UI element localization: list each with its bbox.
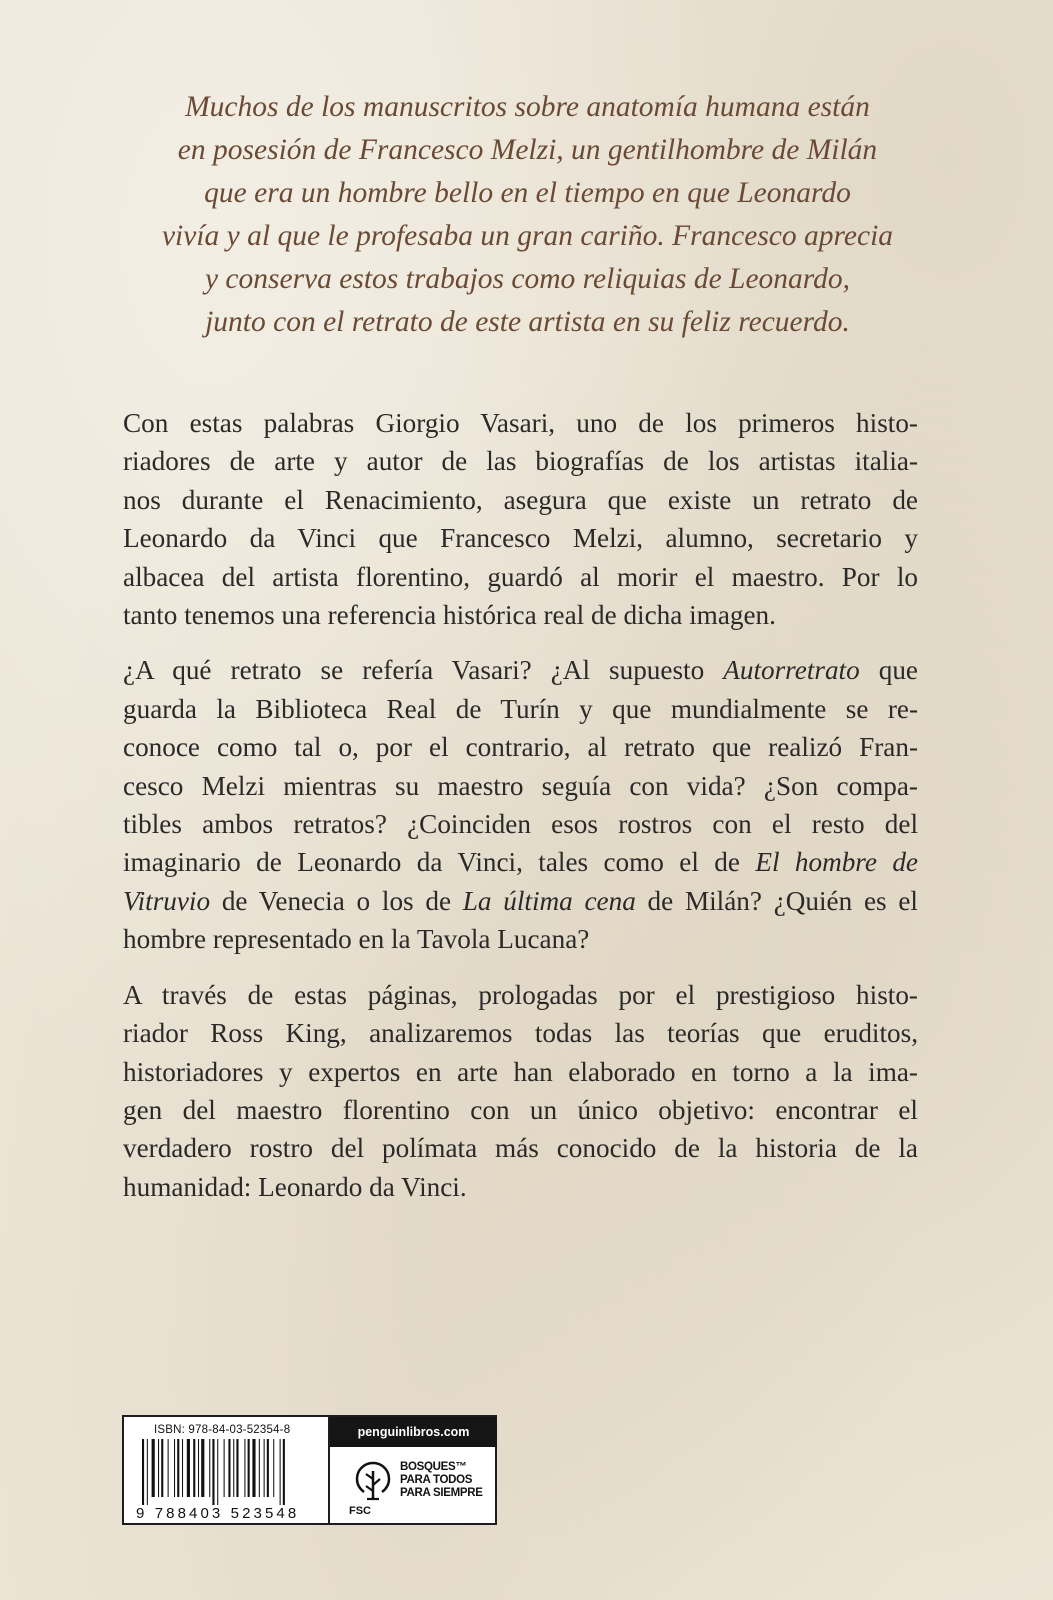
text-run: guarda la Biblioteca Real de Turín y que mundialmente se re- bbox=[123, 693, 918, 724]
barcode-bar bbox=[209, 1439, 210, 1497]
barcode-bar bbox=[158, 1439, 159, 1497]
barcode-bar bbox=[198, 1439, 199, 1497]
blurb-line bbox=[123, 404, 918, 442]
barcode-bar bbox=[248, 1439, 250, 1497]
blurb-paragraph bbox=[123, 976, 918, 1206]
epigraph-quote bbox=[140, 86, 915, 344]
barcode-bar bbox=[259, 1439, 260, 1497]
text-run: verdadero rostro del polímata más conocido de la historia de la bbox=[123, 1133, 918, 1164]
barcode-bar bbox=[193, 1439, 195, 1497]
text-run: albacea del artista florentino, guardó al morir el maestro. Por lo bbox=[123, 561, 918, 592]
barcode-panel bbox=[124, 1417, 328, 1523]
blurb-line bbox=[123, 519, 918, 557]
text-run: que bbox=[859, 655, 919, 686]
italic-title: El hombre de bbox=[755, 847, 918, 878]
text-run: Con estas palabras Giorgio Vasari, uno de los primeros histo- bbox=[123, 408, 918, 438]
barcode-bar bbox=[182, 1439, 183, 1497]
epigraph-line: que era un hombre bello en el tiempo en que Leonardo bbox=[204, 177, 851, 209]
blurb-line bbox=[123, 596, 918, 634]
fsc-slogan-line: BOSQUES™ bbox=[400, 1461, 467, 1473]
text-run: gen del maestro florentino con un único objetivo: encontrar el bbox=[123, 1094, 918, 1125]
blurb-line bbox=[123, 767, 918, 805]
barcode-bar bbox=[187, 1439, 190, 1497]
blurb-body bbox=[123, 404, 918, 1223]
blurb-line bbox=[123, 1168, 918, 1206]
blurb-line bbox=[123, 920, 918, 958]
blurb-line bbox=[123, 1053, 918, 1091]
barcode-bar bbox=[168, 1439, 169, 1497]
text-run: nos durante el Renacimiento, asegura que existe un retrato de bbox=[123, 484, 918, 515]
blurb-line bbox=[123, 728, 918, 766]
text-run: imaginario de Leonardo da Vinci, tales como el de bbox=[123, 847, 756, 878]
blurb-line bbox=[123, 1014, 918, 1052]
barcode-bar bbox=[252, 1439, 255, 1497]
italic-title: Autorretrato bbox=[723, 655, 860, 686]
epigraph-line: vivía y al que le profesaba un gran cariño. Francesco aprecia bbox=[161, 220, 894, 252]
text-run: tibles ambos retratos? ¿Coinciden esos rostros con el resto del bbox=[123, 809, 918, 840]
epigraph-line: junto con el retrato de este artista en su feliz recuerdo. bbox=[205, 306, 850, 338]
barcode-bar bbox=[217, 1439, 218, 1505]
text-run: conoce como tal o, por el contrario, al retrato que realizó Fran- bbox=[123, 732, 918, 763]
epigraph-line: en posesión de Francesco Melzi, un gentilhombre de Milán bbox=[177, 134, 878, 166]
blurb-line bbox=[123, 805, 918, 843]
fsc-label: FSC bbox=[349, 1505, 371, 1517]
epigraph-line: y conserva estos trabajos como reliquias de Leonardo, bbox=[204, 263, 851, 295]
blurb-line bbox=[123, 690, 918, 728]
barcode-bar bbox=[174, 1439, 175, 1497]
barcode-bar bbox=[161, 1439, 163, 1497]
text-run: Leonardo da Vinci que Francesco Melzi, alumno, secretario y bbox=[123, 523, 918, 554]
barcode-bar bbox=[283, 1439, 285, 1505]
barcode-bar bbox=[264, 1439, 265, 1497]
barcode-box bbox=[122, 1415, 497, 1525]
blurb-paragraph bbox=[123, 651, 918, 958]
isbn-label: ISBN: 978-84-03-52354-8 bbox=[154, 1424, 291, 1436]
barcode-bar bbox=[267, 1439, 269, 1497]
blurb-paragraph bbox=[123, 404, 918, 634]
text-run: cesco Melzi mientras su maestro seguía con vida? ¿Son compa- bbox=[123, 770, 918, 801]
barcode-bar bbox=[244, 1439, 245, 1497]
blurb-line bbox=[123, 481, 918, 519]
fsc-slogan bbox=[400, 1461, 495, 1500]
barcode-bar bbox=[236, 1439, 238, 1497]
fsc-slogan-line: PARA SIEMPRE bbox=[400, 1487, 483, 1499]
text-run: ¿A qué retrato se refería Vasari? ¿Al supuesto bbox=[123, 655, 724, 686]
text-run: de Milán? ¿Quién es el bbox=[635, 885, 918, 916]
barcode-bar bbox=[273, 1439, 274, 1497]
publisher-url: penguinlibros.com bbox=[330, 1417, 497, 1447]
barcode-bar bbox=[280, 1439, 281, 1505]
blurb-line bbox=[123, 843, 918, 881]
blurb-line bbox=[123, 882, 918, 920]
blurb-line bbox=[123, 1091, 918, 1129]
barcode-icon bbox=[142, 1439, 322, 1505]
text-run: riadores de arte y autor de las biografías de los artistas italia- bbox=[123, 446, 918, 477]
text-run: tanto tenemos una referencia histórica real de dicha imagen. bbox=[123, 600, 776, 631]
barcode-bar bbox=[224, 1439, 225, 1497]
text-run: de Venecia o los de bbox=[210, 885, 463, 916]
text-run: hombre representado en la Tavola Lucana? bbox=[123, 924, 590, 955]
text-run: riador Ross King, analizaremos todas las teorías que eruditos, bbox=[123, 1018, 918, 1049]
barcode-digits: 9 788403 523548 bbox=[136, 1505, 300, 1522]
blurb-line bbox=[123, 442, 918, 480]
barcode-bar bbox=[152, 1439, 155, 1497]
text-run: A través de estas páginas, prologadas por el prestigioso histo- bbox=[123, 979, 918, 1010]
epigraph-line: Muchos de los manuscritos sobre anatomía humana están bbox=[185, 91, 870, 123]
barcode-bar bbox=[212, 1439, 214, 1505]
blurb-line bbox=[123, 976, 918, 1014]
barcode-bar bbox=[228, 1439, 230, 1497]
italic-title: Vitruvio bbox=[123, 885, 211, 916]
text-run: historiadores y expertos en arte han elaborado en torno a la ima- bbox=[123, 1056, 918, 1087]
fsc-tree-icon bbox=[352, 1459, 394, 1511]
barcode-bar bbox=[233, 1439, 234, 1497]
blurb-line bbox=[123, 558, 918, 596]
blurb-line bbox=[123, 1129, 918, 1167]
barcode-bar bbox=[177, 1439, 179, 1497]
barcode-bar bbox=[201, 1439, 204, 1497]
fsc-slogan-line: PARA TODOS bbox=[400, 1474, 473, 1486]
barcode-bar bbox=[142, 1439, 144, 1505]
italic-title: La última cena bbox=[462, 885, 636, 916]
blurb-line bbox=[123, 651, 918, 689]
barcode-bar bbox=[147, 1439, 148, 1505]
publisher-panel bbox=[328, 1417, 497, 1523]
text-run: humanidad: Leonardo da Vinci. bbox=[123, 1171, 467, 1202]
